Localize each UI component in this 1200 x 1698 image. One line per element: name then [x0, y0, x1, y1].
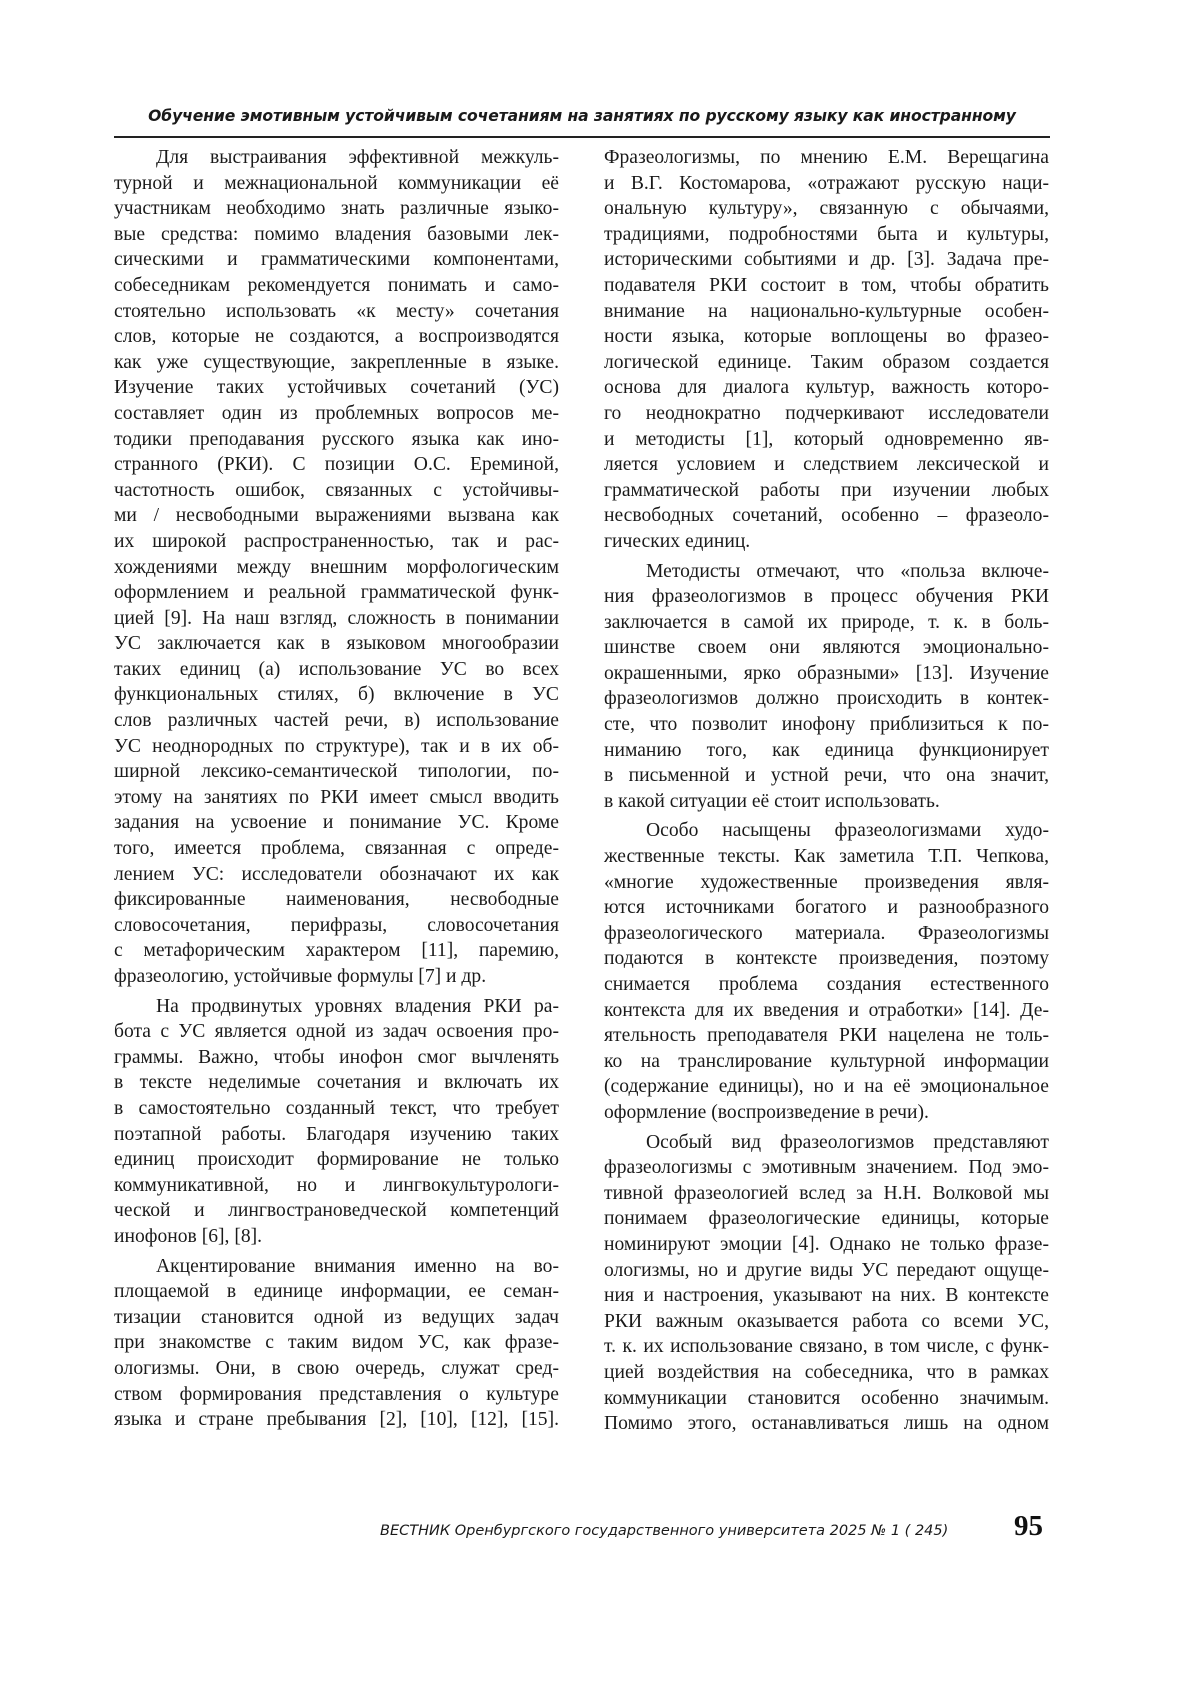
text-line: в тексте неделимые сочетания и включать их — [114, 1072, 559, 1094]
text-line: жественные тексты. Как заметила Т.П. Чепкова, — [604, 846, 1049, 868]
text-line: турной и межнациональной коммуникации её — [114, 172, 559, 194]
text-line: ются источниками богатого и разнообразного — [604, 897, 1049, 919]
text-line: странного (РКИ). С позиции О.С. Ереминой, — [114, 454, 559, 476]
text-line: частотность ошибок, связанных с устойчивы- — [114, 479, 559, 501]
text-line: ко на транслирование культурной информации — [604, 1050, 1049, 1072]
text-line: ляется условием и следствием лексической и — [604, 454, 1049, 476]
text-line: ми / несвободными выражениями вызвана как — [114, 505, 559, 527]
text-line: коммуникации становится особенно значимым. — [604, 1387, 1049, 1409]
text-line: шинстве своем они являются эмоционально- — [604, 637, 1049, 659]
text-line: фиксированные наименования, несвободные — [114, 889, 559, 911]
text-line: РКИ важным оказывается работа со всеми УС, — [604, 1310, 1049, 1332]
text-line: хождениями между внешним морфологическим — [114, 556, 559, 578]
right-text-column — [604, 145, 1049, 1437]
text-line: номинируют эмоции [4]. Однако не только фразе- — [604, 1233, 1049, 1255]
text-line: ологизмы, но и другие виды УС передают ощуще- — [604, 1259, 1049, 1281]
text-line: УС неоднородных по структуре), так и в их об- — [114, 735, 559, 757]
text-line: стоятельно использовать «к месту» сочетания — [114, 300, 559, 322]
text-line: площаемой в единице информации, ее семан- — [114, 1281, 559, 1303]
text-line: Для выстраивания эффективной межкуль- — [156, 147, 559, 168]
text-line: Особо насыщены фразеологизмами худо- — [646, 820, 1049, 842]
text-line: языка и стране пребывания [2], [10], [12], [15]. — [114, 1409, 559, 1431]
text-line: их широкой распространенностью, так и рас- — [114, 530, 559, 552]
text-line: тодики преподавания русского языка как ино- — [114, 428, 559, 450]
text-line: основа для диалога культур, важность которо- — [604, 377, 1049, 399]
text-line: историческими событиями и др. [3]. Задача пре- — [604, 249, 1049, 271]
text-line: тивной фразеологией вслед за Н.Н. Волковой мы — [604, 1182, 1049, 1204]
text-line: и В.Г. Костомарова, «отражают русскую наци- — [604, 172, 1049, 194]
text-line: как уже существующие, закрепленные в языке. — [114, 351, 559, 373]
text-line: грамматической работы при изучении любых — [604, 479, 1049, 501]
text-line: ологизмы. Они, в свою очередь, служат сред- — [114, 1357, 559, 1379]
text-line: инофонов [6], [8]. — [114, 1225, 263, 1247]
text-line: участникам необходимо знать различные языко- — [114, 198, 559, 220]
text-line: логической единице. Таким образом создается — [604, 351, 1049, 373]
text-line: таких единиц (а) использование УС во всех — [114, 658, 559, 680]
text-line: фразеологизмов должно происходить в контек- — [604, 688, 1049, 710]
text-line: традициями, подробностями быта и культуры, — [604, 223, 1049, 245]
text-line: бота с УС является одной из задач освоения про- — [114, 1021, 559, 1043]
text-line: того, имеется проблема, связанная с опреде- — [114, 838, 559, 860]
text-line: го неоднократно подчеркивают исследователи — [604, 402, 1049, 424]
text-line: Акцентирование внимания именно на во- — [156, 1255, 559, 1277]
text-line: и методисты [1], который одновременно яв- — [604, 428, 1049, 450]
text-line: лением УС: исследователи обозначают их как — [114, 863, 559, 885]
text-line: сическими и грамматическими компонентами, — [114, 249, 559, 271]
running-title: Обучение эмотивным устойчивым сочетаниям на занятиях по русскому языку как иностранному — [148, 107, 1016, 125]
text-line: в письменной и устной речи, что она значит, — [604, 765, 1049, 787]
text-line: снимается проблема создания естественного — [604, 974, 1049, 995]
text-line: т. к. их использование связано, в том числе, с функ- — [604, 1336, 1049, 1358]
text-line: фразеологию, устойчивые формулы [7] и др. — [114, 966, 487, 987]
text-line: с метафорическим характером [11], паремию, — [114, 940, 559, 962]
text-line: Помимо этого, останавливаться лишь на одном — [604, 1413, 1049, 1435]
text-line: цией воздействия на собеседника, что в рамках — [604, 1361, 1049, 1383]
text-line: оформление (воспроизведение в речи). — [604, 1101, 929, 1123]
text-line: ния фразеологизмов в процесс обучения РКИ — [604, 586, 1049, 608]
text-line: понимаем фразеологические единицы, которые — [604, 1208, 1049, 1230]
text-line: «многие художественные произведения явля- — [604, 871, 1049, 893]
page-number: 95 — [1014, 1510, 1043, 1542]
text-line: словосочетания, перифразы, словосочетания — [114, 914, 559, 936]
text-line: вые средства: помимо владения базовыми лек- — [114, 223, 559, 245]
text-line: На продвинутых уровнях владения РКИ ра- — [156, 995, 559, 1017]
text-line: Изучение таких устойчивых сочетаний (УС) — [114, 377, 559, 399]
text-line: граммы. Важно, чтобы инофон смог вычленять — [114, 1046, 559, 1068]
text-line: ширной лексико-семантической типологии, по- — [114, 761, 559, 783]
text-line: ния и настроения, указывают на них. В контексте — [604, 1285, 1049, 1307]
text-line: подаются в контексте произведения, поэтому — [604, 948, 1049, 970]
text-line: ности языка, которые воплощены во фразео- — [604, 326, 1049, 348]
journal-footer: ВЕСТНИК Оренбургского государственного университета 2025 № 1 ( 245) — [380, 1523, 949, 1539]
text-line: ниманию того, как единица функционирует — [604, 739, 1049, 761]
text-line: сте, что позволит инофону приблизиться к по- — [604, 714, 1049, 736]
text-line: заключается в самой их природе, т. к. в боль- — [604, 611, 1049, 633]
text-line: Фразеологизмы, по мнению Е.М. Верещагина — [604, 147, 1049, 168]
left-text-column — [114, 145, 559, 1433]
text-line: контекста для их введения и отработки» [14]. Де- — [604, 999, 1049, 1021]
text-line: этому на занятиях по РКИ имеет смысл вводить — [114, 786, 559, 808]
text-line: функциональных стилях, б) включение в УС — [114, 684, 559, 706]
text-line: в какой ситуации её стоит использовать. — [604, 790, 940, 812]
text-line: несвободных сочетаний, особенно – фразеоло- — [604, 505, 1049, 527]
text-line: оформлением и реальной грамматической функ- — [114, 582, 559, 604]
text-line: составляет один из проблемных вопросов ме- — [114, 402, 559, 424]
text-line: слов, которые не создаются, а воспроизводятся — [114, 326, 559, 348]
text-line: (содержание единицы), но и на её эмоциональное — [604, 1076, 1049, 1098]
text-line: окрашенными, ярко образными» [13]. Изучение — [604, 662, 1049, 684]
text-line: ятельность преподавателя РКИ нацелена не толь- — [604, 1025, 1049, 1047]
text-line: в самостоятельно созданный текст, что требует — [114, 1097, 559, 1119]
text-line: ством формирования представления о культуре — [114, 1383, 559, 1405]
text-line: фразеологизмы с эмотивным значением. Под эмо- — [604, 1157, 1049, 1179]
text-line: фразеологического материала. Фразеологизмы — [604, 922, 1049, 944]
text-line: единиц происходит формирование не только — [114, 1149, 559, 1171]
text-line: собеседникам рекомендуется понимать и само- — [114, 274, 559, 296]
text-line: цией [9]. На наш взгляд, сложность в понимании — [114, 607, 559, 629]
text-line: ческой и лингвострановедческой компетенций — [114, 1200, 559, 1222]
text-line: слов различных частей речи, в) использование — [114, 710, 559, 732]
text-line: ональную культуру», связанную с обычаями, — [604, 198, 1049, 220]
text-line: поэтапной работы. Благодаря изучению таких — [114, 1123, 559, 1145]
text-line: подавателя РКИ состоит в том, чтобы обратить — [604, 274, 1049, 296]
text-line: гических единиц. — [604, 530, 751, 552]
text-line: тизации становится одной из ведущих задач — [114, 1306, 559, 1328]
header-rule — [114, 136, 1050, 138]
text-line: коммуникативной, но и лингвокультурологи- — [114, 1174, 559, 1196]
text-line: УС заключается как в языковом многообразии — [114, 633, 559, 655]
text-line: Методисты отмечают, что «польза включе- — [646, 560, 1049, 582]
text-line: внимание на национально-культурные особен- — [604, 300, 1049, 322]
text-line: Особый вид фразеологизмов представляют — [646, 1131, 1049, 1153]
text-line: задания на усвоение и понимание УС. Кроме — [114, 812, 559, 834]
text-line: при знакомстве с таким видом УС, как фразе- — [114, 1332, 559, 1354]
